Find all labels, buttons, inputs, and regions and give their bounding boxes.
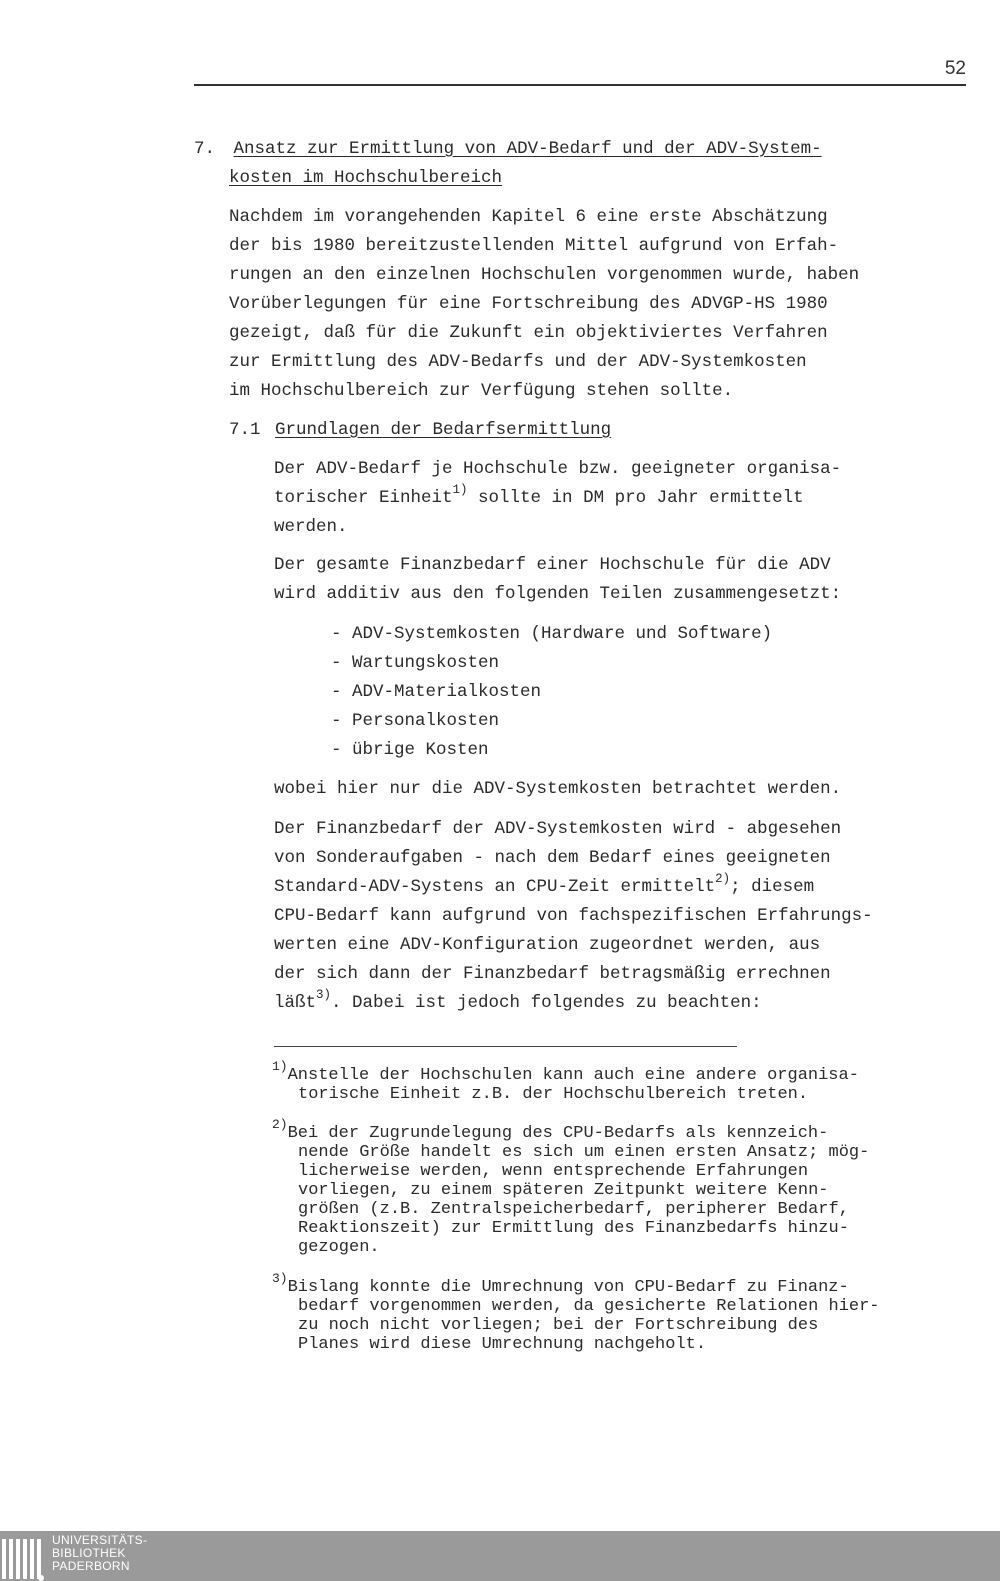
footnote-line: zu noch nicht vorliegen; bei der Fortschreibung des: [298, 1316, 819, 1335]
paragraph-line: zur Ermittlung des ADV-Bedarfs und der ADV-Systemkosten: [229, 352, 807, 372]
footnote-mark: 3): [272, 1271, 288, 1286]
library-footer: [0, 1531, 1000, 1581]
footnote-reference-2: 2): [715, 872, 731, 886]
footnote-2: [272, 1117, 870, 1257]
paragraph-line: wobei hier nur die ADV-Systemkosten betrachtet werden.: [274, 779, 842, 799]
header-rule: [194, 84, 966, 86]
list-item: - ADV-Materialkosten: [331, 682, 542, 702]
text-fragment: Standard-ADV-Systens an CPU-Zeit ermittelt: [274, 877, 716, 897]
subsection-paragraph-1: [274, 455, 841, 542]
text-fragment: ; diesem: [730, 877, 815, 897]
paragraph-line: werten eine ADV-Konfiguration zugeordnet werden, aus: [274, 935, 821, 955]
paragraph-line: wird additiv aus den folgenden Teilen zusammengesetzt:: [274, 584, 842, 604]
subsection-paragraph-4: [274, 815, 873, 1018]
footnote-line: Planes wird diese Umrechnung nachgeholt.: [298, 1335, 707, 1354]
section-title-line2: kosten im Hochschulbereich: [229, 168, 503, 188]
paragraph-line: Nachdem im vorangehenden Kapitel 6 eine erste Abschätzung: [229, 207, 828, 227]
paragraph-line: [274, 484, 841, 513]
footnote-line: Reaktionszeit) zur Ermittlung des Finanzbedarfs hinzu-: [298, 1219, 849, 1238]
paragraph-line: im Hochschulbereich zur Verfügung stehen sollte.: [229, 381, 734, 401]
footnote-line: nende Größe handelt es sich um einen ersten Ansatz; mög-: [298, 1143, 870, 1162]
paragraph-line: der bis 1980 bereitzustellenden Mittel aufgrund von Erfah-: [229, 236, 839, 256]
logo-dot-icon: [38, 1575, 44, 1581]
text-fragment: torischer Einheit: [274, 488, 453, 508]
section-heading: [194, 135, 822, 164]
subsection-paragraph-3: [274, 775, 841, 804]
footnote-rule: [274, 1046, 737, 1047]
footnote-line: Bislang konnte die Umrechnung von CPU-Bedarf zu Finanz-: [287, 1278, 849, 1297]
paragraph-line: CPU-Bedarf kann aufgrund von fachspezifischen Erfahrungs-: [274, 906, 873, 926]
paragraph-line: gezeigt, daß für die Zukunft ein objektiviertes Verfahren: [229, 323, 828, 343]
paragraph-line: [274, 873, 873, 902]
footnote-line: Bei der Zugrundelegung des CPU-Bedarfs als kennzeich-: [287, 1124, 829, 1143]
paragraph-line: rungen an den einzelnen Hochschulen vorgenommen wurde, haben: [229, 265, 860, 285]
paragraph-line: der sich dann der Finanzbedarf betragsmäßig errechnen: [274, 964, 831, 984]
footnote-3: [272, 1271, 880, 1354]
page-number: 52: [944, 58, 966, 79]
paragraph-line: werden.: [274, 517, 348, 537]
footnote-line: torische Einheit z.B. der Hochschulbereich treten.: [298, 1085, 809, 1104]
text-fragment: sollte in DM pro Jahr ermittelt: [467, 488, 804, 508]
section-number: 7.: [194, 139, 216, 159]
footnote-mark: 1): [272, 1059, 288, 1074]
footnote-line: Anstelle der Hochschulen kann auch eine andere organisa-: [287, 1066, 859, 1085]
section-title-line1: Ansatz zur Ermittlung von ADV-Bedarf und der ADV-System-: [233, 139, 822, 159]
library-name: [52, 1534, 147, 1573]
library-name-line: UNIVERSITÄTS-: [52, 1533, 148, 1547]
list-item: - Personalkosten: [331, 711, 500, 731]
subsection-heading: [229, 416, 611, 445]
footnote-reference-3: 3): [316, 988, 332, 1002]
section-paragraph: [229, 203, 859, 406]
paragraph-line: [274, 989, 873, 1018]
subsection-number: 7.1: [229, 420, 261, 440]
footnote-line: größen (z.B. Zentralspeicherbedarf, peripherer Bedarf,: [298, 1200, 849, 1219]
subsection-paragraph-2: [274, 551, 841, 609]
footnote-reference-1: 1): [452, 483, 468, 497]
footnote-line: bedarf vorgenommen werden, da gesicherte Relationen hier-: [298, 1297, 880, 1316]
footnote-mark: 2): [272, 1117, 288, 1132]
paragraph-line: Vorüberlegungen für eine Fortschreibung des ADVGP-HS 1980: [229, 294, 828, 314]
library-name-line: PADERBORN: [52, 1559, 130, 1573]
paragraph-line: Der ADV-Bedarf je Hochschule bzw. geeigneter organisa-: [274, 459, 842, 479]
footnote-1: [272, 1059, 859, 1104]
cost-list: [331, 620, 772, 765]
library-logo-icon: [2, 1539, 41, 1579]
list-item: - übrige Kosten: [331, 740, 489, 760]
footnote-line: vorliegen, zu einem späteren Zeitpunkt weitere Kenn-: [298, 1181, 829, 1200]
list-item: - Wartungskosten: [331, 653, 500, 673]
paragraph-line: von Sonderaufgaben - nach dem Bedarf eines geeigneten: [274, 848, 831, 868]
section-title-continuation: [229, 164, 502, 193]
text-fragment: . Dabei ist jedoch folgendes zu beachten:: [331, 993, 762, 1013]
text-fragment: läßt: [274, 993, 317, 1013]
paragraph-line: Der gesamte Finanzbedarf einer Hochschule für die ADV: [274, 555, 831, 575]
paragraph-line: Der Finanzbedarf der ADV-Systemkosten wird - abgesehen: [274, 819, 842, 839]
footnote-line: licherweise werden, wenn entsprechende Erfahrungen: [298, 1162, 809, 1181]
subsection-title: Grundlagen der Bedarfsermittlung: [275, 420, 612, 440]
footnote-line: gezogen.: [298, 1238, 380, 1257]
list-item: - ADV-Systemkosten (Hardware und Software): [331, 624, 773, 644]
library-name-line: BIBLIOTHEK: [52, 1546, 126, 1560]
